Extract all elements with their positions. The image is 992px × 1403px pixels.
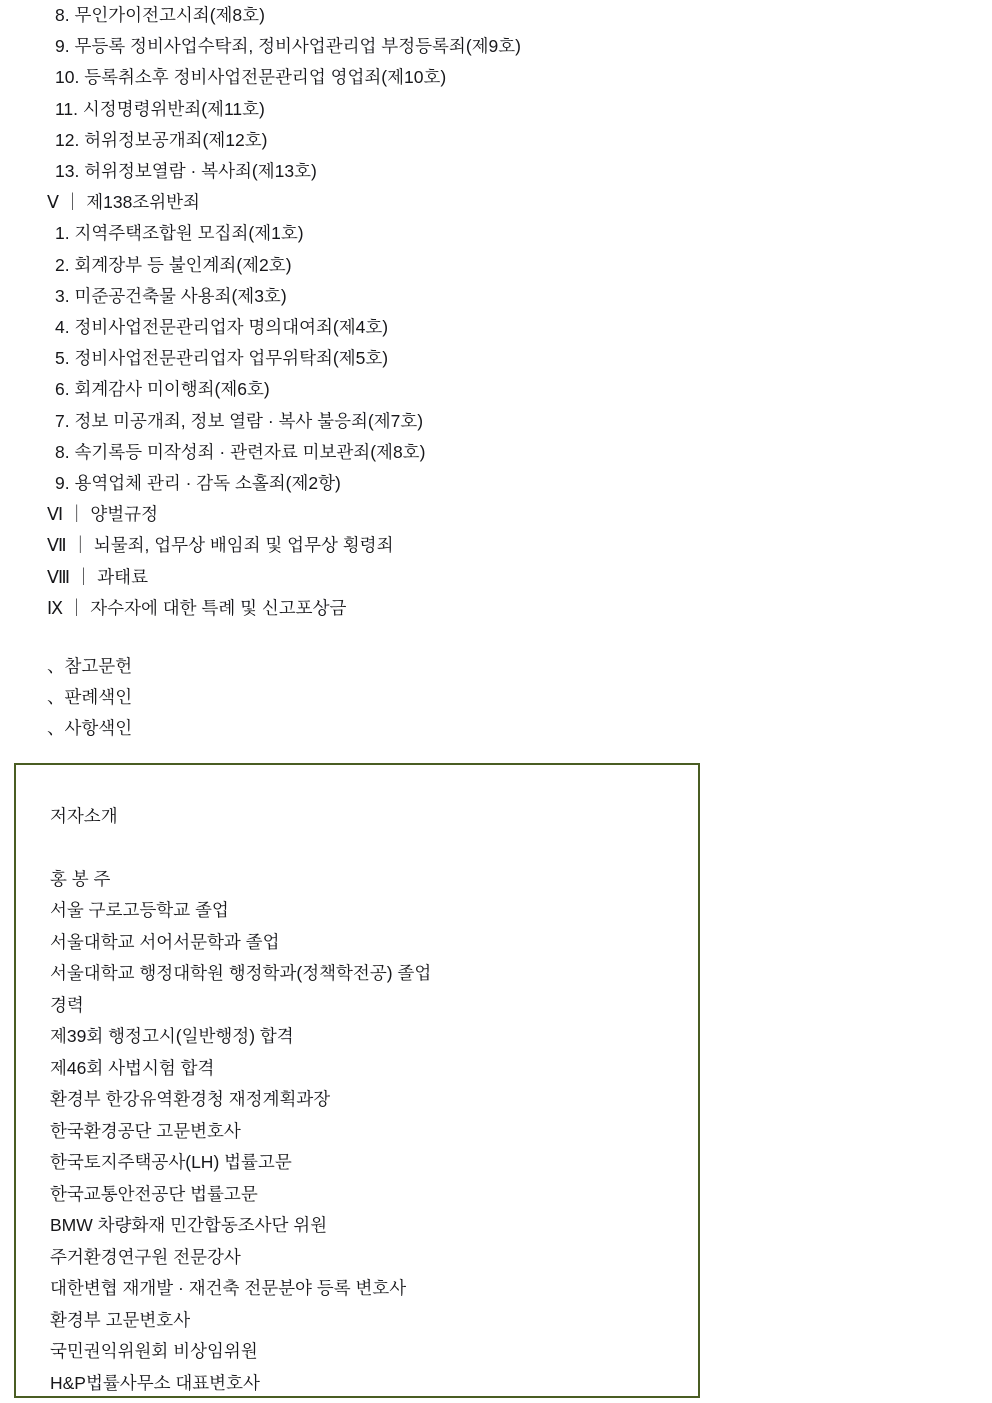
author-detail-line: 서울대학교 서어서문학과 졸업 bbox=[50, 931, 280, 952]
toc-item: 1. 지역주택조합원 모집죄(제1호) bbox=[55, 223, 304, 244]
author-detail-line: 제39회 행정고시(일반행정) 합격 bbox=[50, 1026, 294, 1046]
toc-item: Ⅷ ｜ 과태료 bbox=[47, 566, 148, 587]
author-detail-line: 한국환경공단 고문변호사 bbox=[50, 1120, 241, 1141]
toc-reference-item: 、사항색인 bbox=[47, 718, 133, 739]
toc-item: Ⅸ ｜ 자수자에 대한 특례 및 신고포상금 bbox=[47, 597, 347, 618]
toc-item: Ⅶ ｜ 뇌물죄, 업무상 배임죄 및 업무상 횡령죄 bbox=[47, 535, 394, 556]
toc-item: 5. 정비사업전문관리업자 업무위탁죄(제5호) bbox=[55, 348, 389, 369]
author-detail-line: 국민권익위원회 비상임위원 bbox=[50, 1341, 258, 1361]
toc-item: 9. 무등록 정비사업수탁죄, 정비사업관리업 부정등록죄(제9호) bbox=[55, 36, 522, 57]
author-detail-line: 제46회 사법시험 합격 bbox=[50, 1057, 215, 1078]
toc-item: Ⅴ ｜ 제138조위반죄 bbox=[47, 192, 200, 213]
author-detail-line: 서울 구로고등학교 졸업 bbox=[50, 900, 229, 920]
toc-item: 8. 무인가이전고시죄(제8호) bbox=[55, 5, 265, 25]
toc-item: 7. 정보 미공개죄, 정보 열람 · 복사 불응죄(제7호) bbox=[55, 410, 424, 431]
author-detail-line: 서울대학교 행정대학원 행정학과(정책학전공) 졸업 bbox=[50, 963, 432, 983]
author-detail-line: BMW 차량화재 민간합동조사단 위원 bbox=[50, 1215, 328, 1235]
toc-item: 11. 시정명령위반죄(제11호) bbox=[55, 98, 265, 119]
author-detail-line: 홍 봉 주 bbox=[50, 868, 111, 889]
author-title-gap bbox=[50, 833, 698, 864]
toc-reference-item: 、참고문헌 bbox=[47, 656, 133, 677]
toc-item-list bbox=[0, 0, 992, 624]
toc-item: 12. 허위정보공개죄(제12호) bbox=[55, 129, 268, 150]
toc-item: 6. 회계감사 미이행죄(제6호) bbox=[55, 379, 270, 400]
toc-item: 8. 속기록등 미작성죄 · 관련자료 미보관죄(제8호) bbox=[55, 441, 426, 462]
author-detail-list bbox=[50, 864, 698, 1400]
author-detail-line: 환경부 한강유역환경청 재정계획과장 bbox=[50, 1089, 331, 1109]
author-profile-box bbox=[14, 763, 700, 1398]
author-profile-content bbox=[16, 765, 698, 1399]
author-detail-line: 한국토지주택공사(LH) 법률고문 bbox=[50, 1152, 292, 1172]
toc-item: 2. 회계장부 등 불인계죄(제2호) bbox=[55, 254, 292, 275]
author-detail-line: H&P법률사무소 대표변호사 bbox=[50, 1372, 260, 1393]
toc-item: 13. 허위정보열람 · 복사죄(제13호) bbox=[55, 161, 317, 182]
author-detail-line: 대한변협 재개발 · 재건축 전문분야 등록 변호사 bbox=[50, 1278, 407, 1298]
toc-item: 10. 등록취소후 정비사업전문관리업 영업죄(제10호) bbox=[55, 67, 447, 88]
toc-spacer bbox=[0, 624, 992, 651]
author-detail-line: 한국교통안전공단 법률고문 bbox=[50, 1183, 258, 1204]
toc-item: Ⅵ ｜ 양벌규정 bbox=[47, 504, 158, 525]
toc-item: 9. 용역업체 관리 · 감독 소홀죄(제2항) bbox=[55, 473, 341, 494]
author-detail-line: 경력 bbox=[50, 994, 84, 1015]
author-profile-title: 저자소개 bbox=[50, 806, 118, 826]
toc-item: 3. 미준공건축물 사용죄(제3호) bbox=[55, 285, 287, 306]
author-detail-line: 주거환경연구원 전문강사 bbox=[50, 1246, 241, 1267]
toc-reference-item: 、판례색인 bbox=[47, 687, 133, 708]
toc-reference-list bbox=[0, 651, 992, 745]
toc-item: 4. 정비사업전문관리업자 명의대여죄(제4호) bbox=[55, 317, 389, 338]
author-detail-line: 환경부 고문변호사 bbox=[50, 1309, 191, 1330]
